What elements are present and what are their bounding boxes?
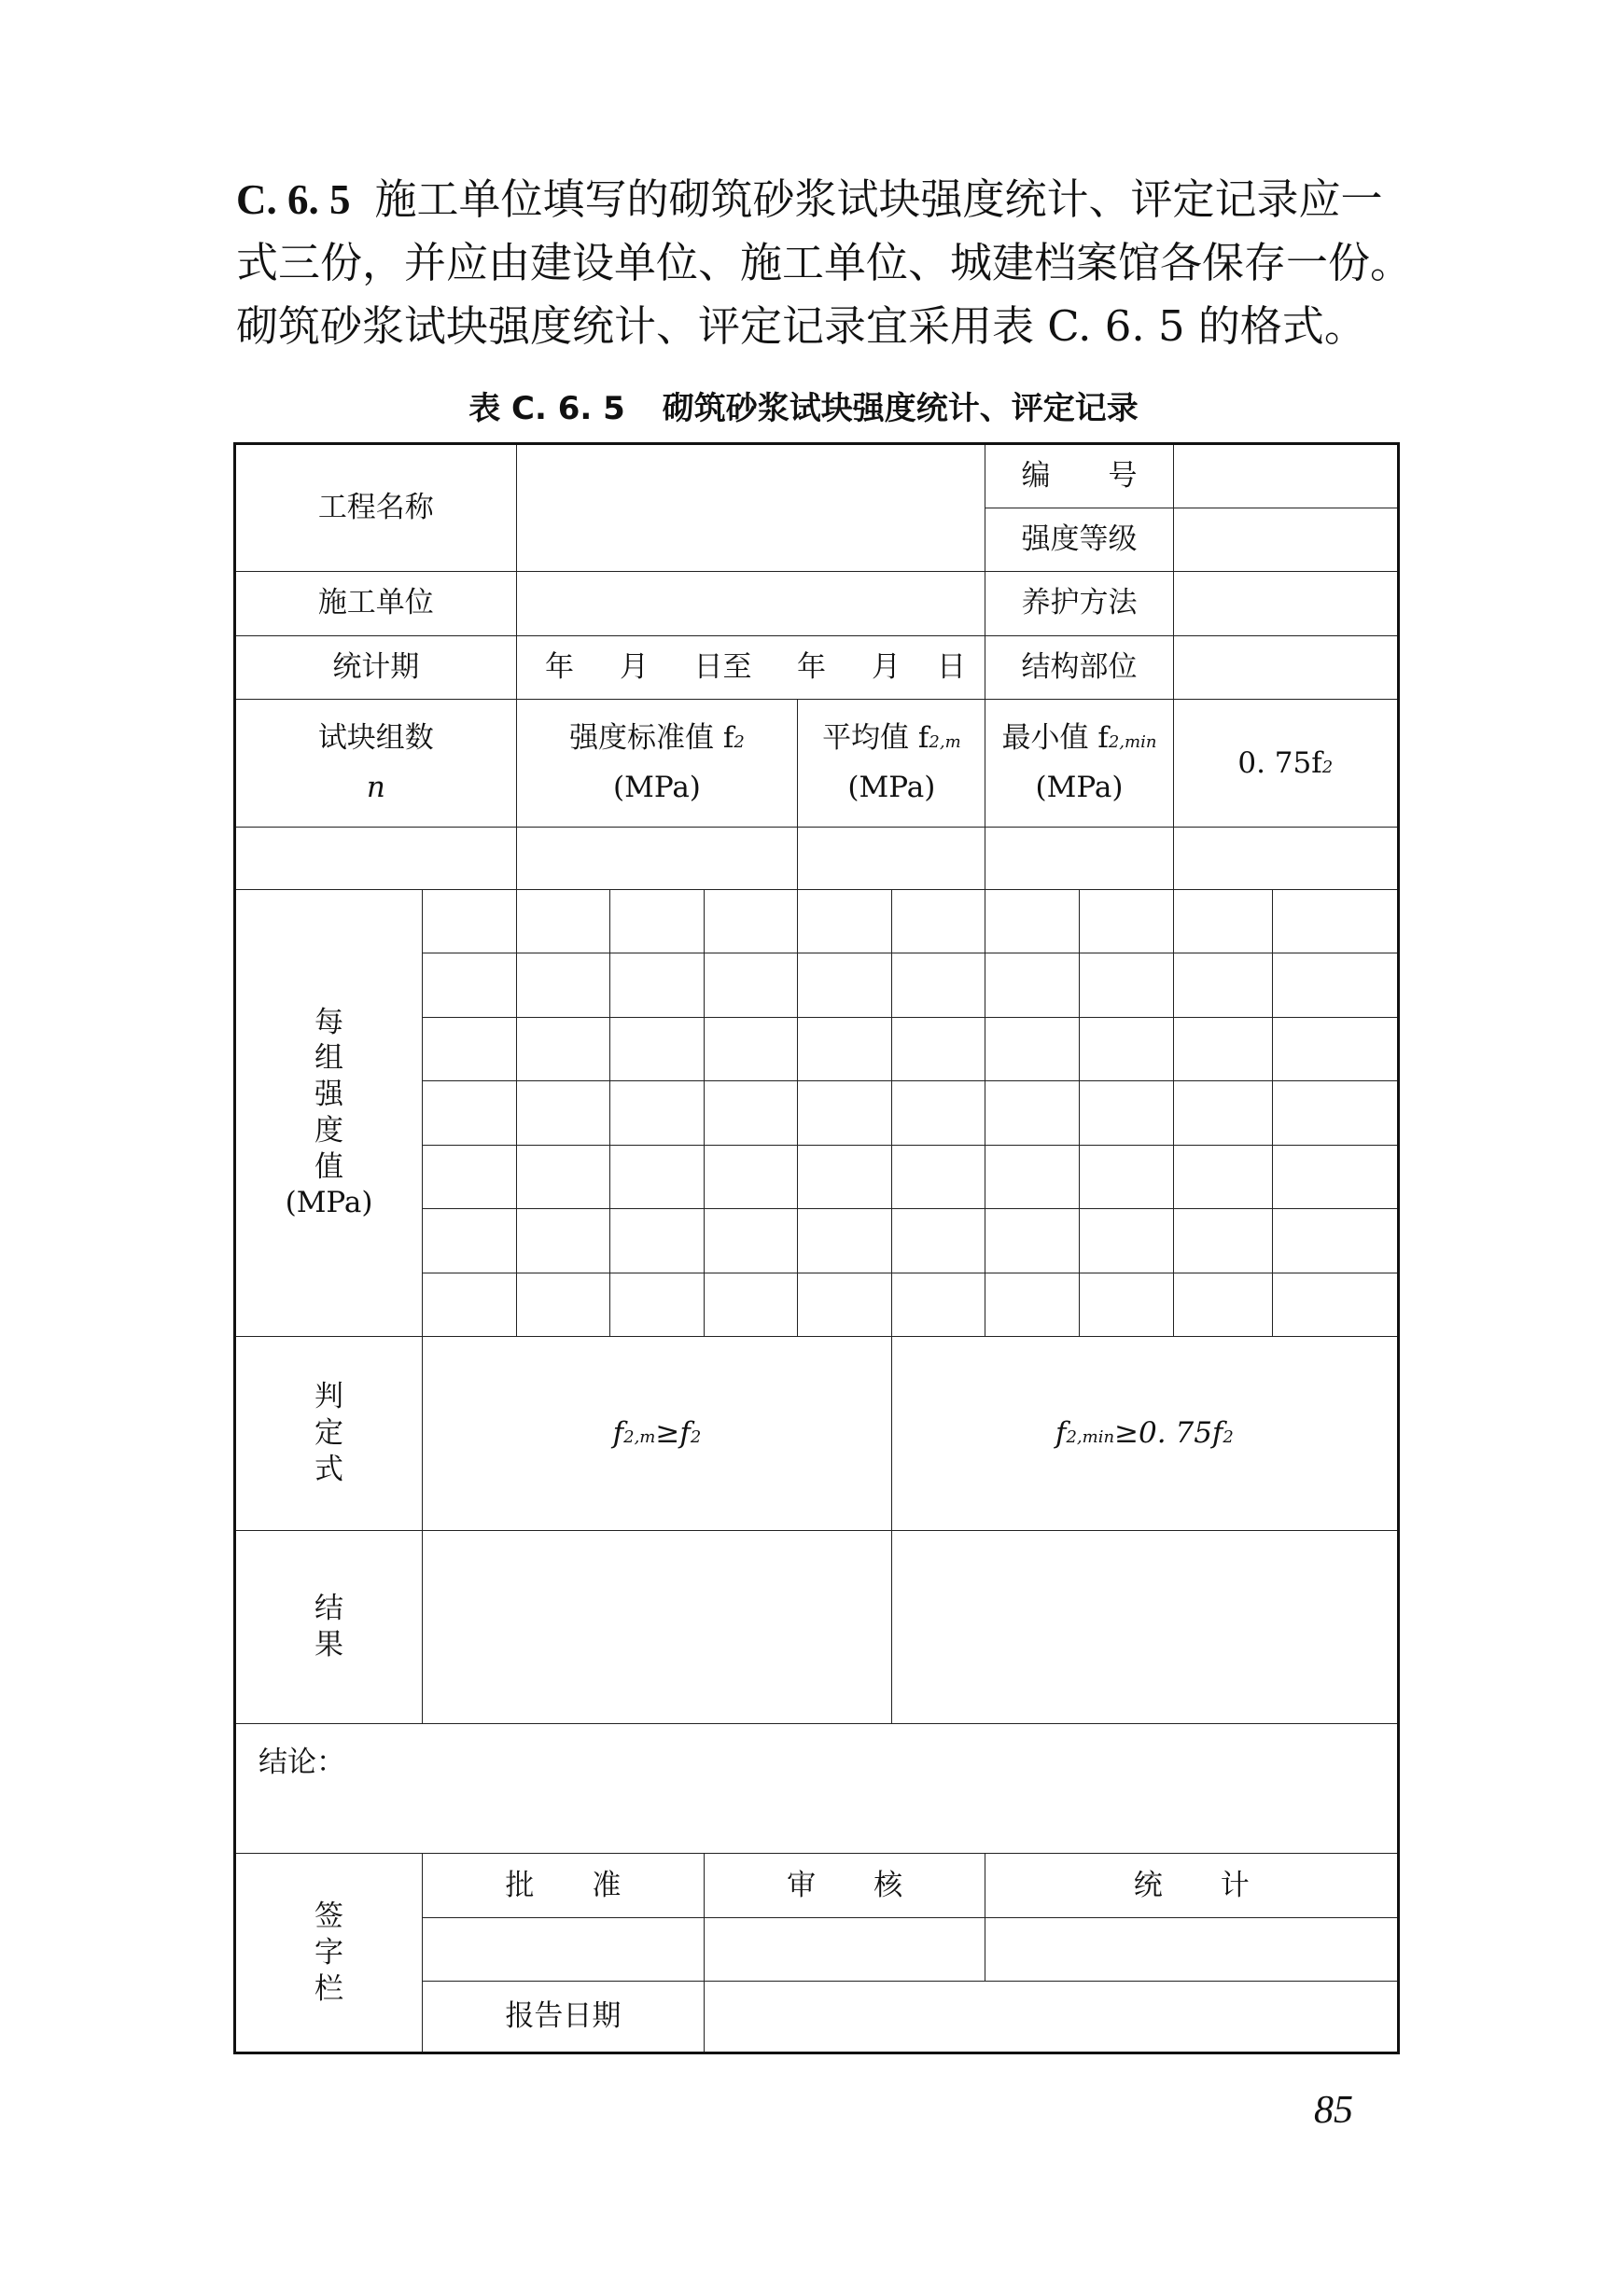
table-title: 砌筑砂浆试块强度统计、评定记录 [662, 390, 1139, 427]
criteria-char: 判 [314, 1380, 344, 1414]
strength-cell[interactable] [1273, 953, 1399, 1018]
strength-cell[interactable] [1273, 1017, 1399, 1081]
page-number: 85 [1314, 2089, 1353, 2132]
strength-cell[interactable] [985, 1017, 1080, 1081]
strength-cell[interactable] [985, 1209, 1080, 1273]
strength-cell[interactable] [704, 1273, 798, 1337]
strength-cell[interactable] [798, 1145, 892, 1209]
report-date-field[interactable] [704, 1982, 1398, 2053]
strength-cell[interactable] [891, 1273, 985, 1337]
structure-part-label: 结构部位 [985, 635, 1173, 700]
intro-paragraph [236, 168, 1412, 358]
each-group-char: 度 [314, 1113, 344, 1148]
report-date-label: 报告日期 [423, 1982, 705, 2053]
groups-count-field[interactable] [235, 828, 517, 890]
strength-cell[interactable] [1079, 1081, 1173, 1146]
strength-cell[interactable] [1173, 1145, 1273, 1209]
strength-cell[interactable] [891, 889, 985, 953]
period-month-from: 月 [620, 649, 650, 684]
coef-value: 0. 75f [1237, 745, 1322, 780]
strength-cell[interactable] [516, 889, 610, 953]
section-number: C. 6. 5 [236, 176, 351, 223]
each-group-char: 组 [314, 1041, 344, 1076]
strength-cell[interactable] [516, 1017, 610, 1081]
criteria-min-sub: 2,min [1066, 1427, 1115, 1448]
strength-cell[interactable] [610, 1273, 705, 1337]
strength-cell[interactable] [423, 1081, 517, 1146]
result-char: 果 [314, 1628, 344, 1663]
strength-cell[interactable] [516, 953, 610, 1018]
period-year-from: 年 [545, 649, 575, 684]
strength-cell[interactable] [610, 953, 705, 1018]
criteria-min-f: f [1055, 1416, 1067, 1451]
strength-cell[interactable] [704, 953, 798, 1018]
strength-cell[interactable] [423, 1273, 517, 1337]
coef-field[interactable] [1173, 828, 1398, 890]
criteria-min-rel: ≥0. 75f [1114, 1416, 1223, 1451]
strength-cell[interactable] [516, 1145, 610, 1209]
each-group-char: 值 [314, 1149, 344, 1184]
avg-value-unit: (MPa) [847, 771, 936, 805]
groups-count-header [235, 700, 517, 828]
criteria-label [235, 1337, 423, 1531]
serial-no-label: 编 号 [985, 444, 1173, 508]
each-group-label [235, 889, 423, 1337]
signature-char: 签 [314, 1899, 344, 1934]
each-group-unit: (MPa) [285, 1186, 373, 1220]
min-value-label: 最小值 f [1001, 721, 1109, 756]
stat-period-field[interactable] [516, 635, 985, 700]
min-value-sub: 2,min [1108, 732, 1157, 753]
strength-cell[interactable] [423, 1209, 517, 1273]
strength-cell[interactable] [891, 953, 985, 1018]
strength-cell[interactable] [704, 889, 798, 953]
intro-text: 施工单位填写的砌筑砂浆试块强度统计、评定记录应一式三份，并应由建设单位、施工单位、城建档案馆各保存一份。砌筑砂浆试块强度统计、评定记录宜采用表 C. 6. 5 的格式。 [236, 174, 1413, 351]
min-value-header [985, 700, 1173, 828]
approve-field[interactable] [423, 1917, 705, 1982]
std-value-sub: 2 [734, 732, 745, 753]
strength-cell[interactable] [704, 1017, 798, 1081]
strength-cell[interactable] [1173, 1081, 1273, 1146]
criteria-avg-rel: ≥f [655, 1416, 691, 1451]
period-year-to: 年 [797, 649, 827, 684]
each-group-char: 强 [314, 1078, 344, 1112]
contractor-label: 施工单位 [235, 572, 517, 636]
strength-cell[interactable] [1079, 889, 1173, 953]
strength-cell[interactable] [1273, 1081, 1399, 1146]
project-name-label: 工程名称 [235, 444, 517, 572]
strength-cell[interactable] [891, 1209, 985, 1273]
strength-cell[interactable] [985, 1145, 1080, 1209]
criteria-avg [423, 1337, 892, 1531]
criteria-avg-rsub: 2 [690, 1427, 702, 1448]
table-number: 表 C. 6. 5 [468, 390, 625, 427]
strength-cell[interactable] [798, 1209, 892, 1273]
strength-cell[interactable] [1079, 1209, 1173, 1273]
strength-cell[interactable] [1173, 1209, 1273, 1273]
review-field[interactable] [704, 1917, 985, 1982]
avg-value-sub: 2,m [929, 732, 961, 753]
std-value-field[interactable] [516, 828, 798, 890]
strength-cell[interactable] [423, 1017, 517, 1081]
criteria-char: 式 [314, 1452, 344, 1486]
table-caption [0, 383, 1607, 428]
strength-cell[interactable] [516, 1273, 610, 1337]
strength-cell[interactable] [798, 889, 892, 953]
each-group-char: 每 [314, 1005, 344, 1039]
strength-grade-label: 强度等级 [985, 508, 1173, 572]
strength-cell[interactable] [985, 889, 1080, 953]
criteria-char: 定 [314, 1416, 344, 1451]
strength-cell[interactable] [516, 1081, 610, 1146]
strength-cell[interactable] [610, 1209, 705, 1273]
signature-label [235, 1854, 423, 2053]
strength-cell[interactable] [798, 1273, 892, 1337]
strength-cell[interactable] [610, 889, 705, 953]
strength-cell[interactable] [610, 1145, 705, 1209]
groups-count-symbol: n [366, 771, 385, 805]
signature-char: 栏 [314, 1971, 344, 2006]
std-value-header [516, 700, 798, 828]
period-day-end: 日 [937, 649, 967, 684]
strength-cell[interactable] [423, 953, 517, 1018]
period-month-to: 月 [872, 649, 901, 684]
serial-no-field[interactable] [1173, 444, 1398, 508]
strength-cell[interactable] [610, 1017, 705, 1081]
criteria-avg-f: f [612, 1416, 624, 1451]
signature-char: 字 [314, 1935, 344, 1969]
statistic-field[interactable] [985, 1917, 1399, 1982]
strength-cell[interactable] [985, 1273, 1080, 1337]
strength-cell[interactable] [704, 1145, 798, 1209]
strength-cell[interactable] [610, 1081, 705, 1146]
period-day-to: 日至 [693, 649, 752, 684]
strength-cell[interactable] [1079, 1017, 1173, 1081]
result-label [235, 1530, 423, 1724]
avg-value-field[interactable] [798, 828, 985, 890]
strength-cell[interactable] [1173, 889, 1273, 953]
strength-cell[interactable] [891, 1145, 985, 1209]
groups-count-label: 试块组数 [317, 721, 434, 756]
avg-value-label: 平均值 f [822, 721, 929, 756]
strength-cell[interactable] [891, 1017, 985, 1081]
structure-part-field[interactable] [1173, 635, 1398, 700]
strength-cell[interactable] [1079, 1273, 1173, 1337]
approve-label: 批 准 [423, 1854, 705, 1918]
stat-period-label: 统计期 [235, 635, 517, 700]
strength-cell[interactable] [798, 953, 892, 1018]
coef-sub: 2 [1321, 757, 1334, 777]
strength-cell[interactable] [704, 1209, 798, 1273]
statistic-label: 统 计 [985, 1854, 1399, 1918]
strength-cell[interactable] [1173, 1017, 1273, 1081]
result-min-field[interactable] [891, 1530, 1398, 1724]
criteria-avg-sub: 2,m [623, 1427, 656, 1448]
strength-cell[interactable] [1173, 953, 1273, 1018]
result-char: 结 [314, 1592, 344, 1626]
review-label: 审 核 [704, 1854, 985, 1918]
strength-cell[interactable] [1173, 1273, 1273, 1337]
min-value-field[interactable] [985, 828, 1173, 890]
criteria-min-rsub: 2 [1223, 1427, 1234, 1448]
strength-cell[interactable] [1079, 953, 1173, 1018]
min-value-unit: (MPa) [1035, 771, 1124, 805]
strength-cell[interactable] [1079, 1145, 1173, 1209]
conclusion-field[interactable] [235, 1724, 1399, 1854]
result-avg-field[interactable] [423, 1530, 892, 1724]
strength-cell[interactable] [1273, 1145, 1399, 1209]
strength-cell[interactable] [423, 1145, 517, 1209]
mortar-strength-form [233, 442, 1400, 2054]
strength-cell[interactable] [423, 889, 517, 953]
strength-cell[interactable] [798, 1081, 892, 1146]
std-value-label: 强度标准值 f [569, 721, 734, 756]
contractor-field[interactable] [516, 572, 985, 636]
project-name-field[interactable] [516, 444, 985, 572]
strength-cell[interactable] [798, 1017, 892, 1081]
strength-cell[interactable] [1273, 1273, 1399, 1337]
curing-method-label: 养护方法 [985, 572, 1173, 636]
conclusion-label: 结论： [259, 1746, 345, 1780]
std-value-unit: (MPa) [613, 771, 701, 805]
strength-cell[interactable] [891, 1081, 985, 1146]
coef-header [1173, 700, 1398, 828]
avg-value-header [798, 700, 985, 828]
strength-cell[interactable] [985, 1081, 1080, 1146]
criteria-min [891, 1337, 1398, 1531]
strength-cell[interactable] [1273, 889, 1399, 953]
strength-cell[interactable] [516, 1209, 610, 1273]
strength-cell[interactable] [985, 953, 1080, 1018]
strength-cell[interactable] [1273, 1209, 1399, 1273]
curing-method-field[interactable] [1173, 572, 1398, 636]
strength-cell[interactable] [704, 1081, 798, 1146]
strength-grade-field[interactable] [1173, 508, 1398, 572]
